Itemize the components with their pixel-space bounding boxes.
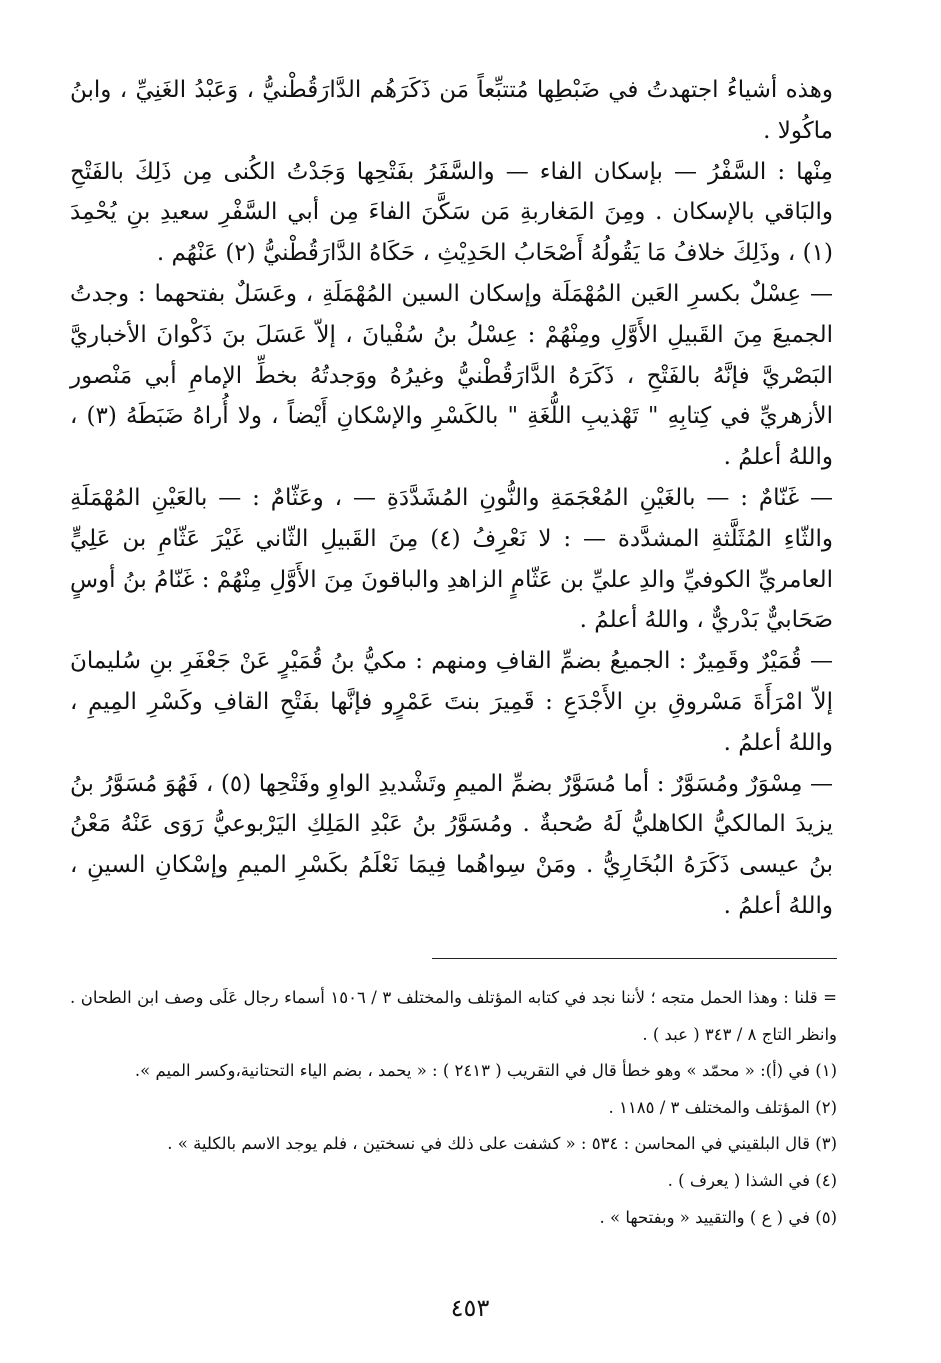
page-number: ٤٥٣ — [450, 1294, 490, 1322]
footnote-continued: = قلنا : وهذا الحمل متجه ؛ لأننا نجد في كتابه المؤتلف والمختلف ٣ / ١٥٠٦ أسماء رجال عَلَى وصف ابن الطحان . وانظر التاج ٨ / ٣٤٣ ( عبد ) . — [70, 988, 837, 1044]
footnote-1: (١) في (أ): « محمّد » وهو خطأ قال في التقريب ( ٢٤١٣ ) : « يحمد ، بضم الياء التحتانية،وكسر الميم ». — [134, 1061, 837, 1081]
paragraph-qumayr: — قُمَيْرٌ وقَمِيرٌ : الجميعُ بضمِّ القافِ ومنهم : مكيُّ بنُ قُمَيْرٍ عَنْ جَعْفَرِ بنِ سُليمانَ إلاّ امْرَأَةَ مَسْروقِ بنِ الأَجْدَعِ : قَمِيرَ بنتَ عَمْرٍو فإنَّها بفَتْحِ القافِ وكَسْرِ المِيمِ ، واللهُ أعلمُ . — [70, 648, 833, 756]
footnotes — [70, 980, 837, 1236]
footnote-separator — [432, 958, 837, 959]
paragraph-intro: وهذه أشياءُ اجتهدتُ في ضَبْطِها مُتتبِّعاً مَن ذَكَرَهُم الدَّارَقُطْنيُّ ، وَعَبْدُ الغَنِيِّ ، وابنُ ماكُولا . — [70, 77, 833, 144]
footnote-4: (٤) في الشذا ( يعرف ) . — [667, 1170, 837, 1190]
footnote-5: (٥) في ( ع ) والتقييد « وبفتحها » . — [599, 1207, 837, 1227]
paragraph-safr: مِنْها : السَّفْرُ — بإسكان الفاء — والسَّفَرُ بفَتْحِها وَجَدْتُ الكُنى مِن ذَلِكَ بالفَتْحِ والبَاقي بالإسكان . ومِنَ المَغاربةِ مَن سَكَّنَ الفاءَ مِن أبي السَّفْرِ سعيدِ بنِ يُحْمِدَ (١) ، وذَلِكَ خلافُ مَا يَقُولُهُ أَصْحَابُ الحَدِيْثِ ، حَكَاهُ الدَّارَقُطْنيُّ (٢) عَنْهُم . — [70, 158, 833, 267]
footnote-3: (٣) قال البلقيني في المحاسن : ٥٣٤ : « كشفت على ذلك في نسختين ، فلم يوجد الاسم بالكلية » . — [167, 1134, 837, 1154]
footnote-2: (٢) المؤتلف والمختلف ٣ / ١١٨٥ . — [608, 1097, 837, 1117]
paragraph-ghannam: — غَنّامٌ : — بالغَيْنِ المُعْجَمَةِ والنُّونِ المُشَدَّدَةِ — ، وعَثّامٌ : — بالعَيْنِ المُهْمَلَةِ والثّاءِ المُثَلَّثةِ المشدَّدة — : لا نَعْرِفُ (٤) مِنَ القَبيلِ الثّاني غَيْرَ عَثّامِ بن عَلِيٍّ العامريِّ الكوفيِّ والدِ عليِّ بن عَثّامٍ الزاهدِ والباقونَ مِنَ الأَوَّلِ مِنْهُمْ : غَنّامُ بنُ أوسٍ صَحَابيٌّ بَدْريٌّ ، واللهُ أعلمُ . — [70, 484, 833, 634]
paragraph-isl: — عِسْلٌ بكسرِ العَين المُهْمَلَة وإسكان السين المُهْمَلَةِ ، وعَسَلٌ بفتحهما : وجدتُ الجميعَ مِنَ القَبيلِ الأَوَّلِ ومِنْهُمْ : عِسْلُ بنُ سُفْيانَ ، إلاّ عَسَلَ بنَ ذَكْوانَ الأخباريَّ البَصْريَّ فإنَّهُ بالفَتْحِ ، ذَكَرَهُ الدَّارَقُطْنيُّ وغيرُهُ ووَجدتُهُ بخطِّ الإمامِ أبي مَنْصور الأزهريِّ في كِتابِهِ " تَهْذيبِ اللُّغَةِ " بالكَسْرِ والإسْكانِ أَيْضاً ، ولا أُراهُ ضَبَطَهُ (٣) ، واللهُ أعلمُ . — [70, 280, 834, 471]
main-text — [70, 70, 833, 927]
paragraph-miswar: — مِسْوَرٌ ومُسَوَّرٌ : أما مُسَوَّرٌ بضمِّ الميمِ وتَشْديدِ الواوِ وفَتْحِها (٥) ، فَهُوَ مُسَوَّرُ بنُ يزيدَ المالكيُّ الكاهليُّ لَهُ صُحبةٌ . ومُسَوَّرُ بنُ عَبْدِ المَلِكِ اليَرْبوعيُّ رَوَى عَنْهُ مَعْنُ بنُ عيسى ذَكَرَهُ البُخَارِيُّ . ومَنْ سِواهُما فِيمَا نَعْلَمُ بكَسْرِ الميمِ وإسْكانِ السينِ ، واللهُ أعلمُ . — [70, 770, 834, 919]
